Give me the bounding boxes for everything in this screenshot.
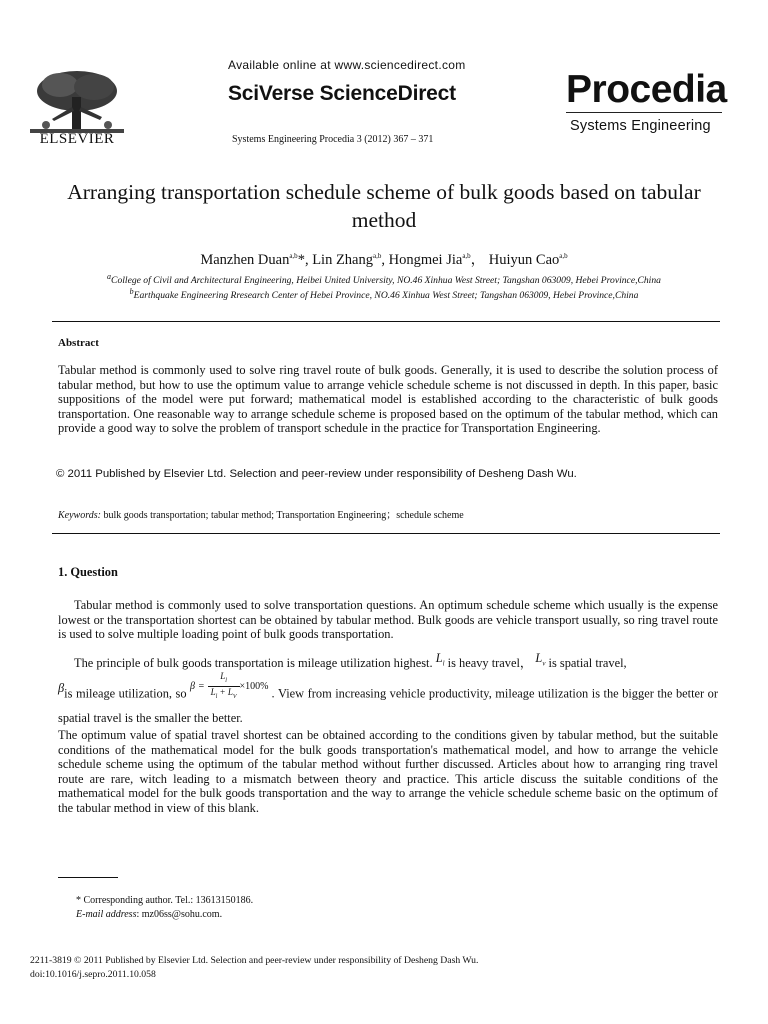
abstract-text: Tabular method is commonly used to solve ring travel route of bulk goods. Generally, it is used to describe the solution process of tabular method, but how to use the optimum value to arrange vehicle schedule scheme is not discussed in depth. In this paper, basic suppositions of the model were put forward; mathematical model is established according to the characteristic of bulk goods transportation. One reasonable way to arrange schedule scheme is proposed based on the optimum of the tabular method, which can provide a good way to solve the problem of transport schedule in the practice for Transportation Engineering. bbox=[58, 363, 718, 436]
corresponding-footnote: * Corresponding author. Tel.: 13613150186. bbox=[76, 895, 254, 906]
email-label: E-mail address bbox=[76, 909, 137, 920]
author-affil-sup: a,b bbox=[373, 252, 382, 261]
text-run: is mileage utilization, so bbox=[64, 686, 187, 701]
divider bbox=[52, 533, 720, 534]
keywords-list: bulk goods transportation; tabular method; Transportation Engineering；schedule scheme bbox=[103, 510, 464, 521]
formula-lhs: β = bbox=[190, 680, 205, 692]
author-affil-sup: a,b bbox=[462, 252, 471, 261]
copyright-line: © 2011 Published by Elsevier Ltd. Selection and peer-review under responsibility of Desheng Dash Wu. bbox=[56, 468, 577, 480]
subscript: l bbox=[442, 659, 445, 668]
subscript: l bbox=[225, 677, 227, 684]
author-name: Manzhen Duan bbox=[200, 252, 290, 268]
symbol: L bbox=[210, 686, 216, 697]
paragraph-line bbox=[58, 651, 718, 676]
text-run: is spatial travel, bbox=[548, 656, 627, 670]
formula-denominator bbox=[208, 687, 240, 702]
journal-citation: Systems Engineering Procedia 3 (2012) 367 – 371 bbox=[232, 134, 434, 145]
symbol: L bbox=[227, 686, 233, 697]
keywords bbox=[58, 506, 464, 521]
author-affil-sup: a,b bbox=[289, 252, 298, 261]
subscript: l bbox=[215, 693, 218, 700]
doi: doi:10.1016/j.sepro.2011.10.058 bbox=[30, 969, 156, 980]
keywords-label: Keywords: bbox=[58, 510, 101, 521]
text-run: is heavy travel， bbox=[447, 656, 533, 670]
symbol: L bbox=[435, 651, 443, 665]
email-address: : mz06ss@sohu.com. bbox=[136, 909, 223, 920]
divider bbox=[52, 321, 720, 322]
paragraph-line bbox=[58, 671, 718, 725]
journal-logo: Procedia bbox=[566, 68, 727, 111]
symbol-heavy-travel bbox=[435, 651, 445, 668]
formula-rhs: ×100% bbox=[239, 680, 269, 692]
text-run: The principle of bulk goods transportation is mileage utilization highest. bbox=[74, 656, 433, 670]
symbol-spatial-travel bbox=[535, 651, 546, 668]
affiliation-text: Earthquake Engineering Rresearch Center of Hebei Province, NO.46 Xinhua West Street; Tangshan 063009, Hebei Province,China bbox=[133, 290, 639, 302]
paragraph: The optimum value of spatial travel shortest can be obtained according to the conditions given by tabular method, but the suitable conditions of the mathematical model for the bulk goods transportation's mathematical model, and how to arrange the vehicle schedule scheme using the optimum of the tabular method without further discussed. Articles about how to arranging ring travel route are rare, witch leading to a mismatch between theory and practice. This article discuss the suitable conditions of the mathematical model for the bulk goods transportation and the way to arrange the vehicle schedule scheme basic on the optimum of the tabular method in view of this blank. bbox=[58, 728, 718, 815]
text-run: . View from increasing vehicle productivity, mileage utilization is the bigger the better or spatial travel is the smaller the better. bbox=[58, 686, 718, 725]
subscript: v bbox=[542, 659, 546, 668]
formula-numerator bbox=[208, 671, 240, 687]
affiliation-sup: a bbox=[107, 272, 112, 281]
mileage-utilization-formula bbox=[190, 671, 271, 700]
footnote-divider bbox=[58, 877, 118, 878]
author-affil-sup: a,b bbox=[559, 252, 568, 261]
author-name: Huiyun Cao bbox=[488, 252, 560, 268]
affiliation-sup: b bbox=[129, 287, 134, 296]
author-list: Manzhen Duan$^{a,b}$*, Lin Zhang$^{a,b}$, Hongmei Jia$^{a,b}$， Huiyun Cao$^{a,b}$ bbox=[200, 252, 568, 268]
corresponding-mark: * bbox=[297, 252, 305, 268]
journal-logo-divider bbox=[566, 112, 722, 113]
available-online: Available online at www.sciencedirect.com bbox=[228, 58, 466, 72]
platform-name: SciVerse ScienceDirect bbox=[228, 82, 456, 105]
affiliation-text: College of Civil and Architectural Engineering, Heibei United University, NO.46 Xinhua West Street; Tangshan 063009, Hebei Province,China bbox=[111, 275, 661, 287]
symbol: L bbox=[535, 651, 543, 665]
paragraph: Tabular method is commonly used to solve transportation questions. An optimum schedule scheme which usually is the expense lowest or the transportation shortest can be obtained by tabular method. Bulk goods are vehicle transport usually, so ring travel route is used to solve multiple loading point of bulk goods transportation. bbox=[58, 598, 718, 642]
email-footnote bbox=[76, 909, 222, 920]
formula-fraction bbox=[208, 671, 240, 702]
section-heading: 1. Question bbox=[58, 565, 118, 579]
article-title: Arranging transportation schedule scheme of bulk goods based on tabular method bbox=[67, 180, 701, 232]
abstract-heading: Abstract bbox=[58, 337, 99, 349]
paragraph-with-formula bbox=[58, 651, 718, 725]
issn-copyright: 2211-3819 © 2011 Published by Elsevier Ltd. Selection and peer-review under responsibility of Desheng Dash Wu. bbox=[30, 955, 479, 966]
affiliation bbox=[40, 272, 728, 286]
journal-subtitle: Systems Engineering bbox=[570, 118, 711, 134]
publisher-wordmark: ELSEVIER bbox=[39, 131, 115, 147]
author-name: Lin Zhang bbox=[312, 252, 373, 268]
affiliation bbox=[40, 287, 728, 301]
symbol-beta: β bbox=[58, 680, 65, 695]
operator: + bbox=[217, 686, 228, 697]
subscript: V bbox=[232, 693, 237, 700]
author-name: Hongmei Jia bbox=[388, 252, 463, 268]
symbol: L bbox=[220, 671, 226, 682]
